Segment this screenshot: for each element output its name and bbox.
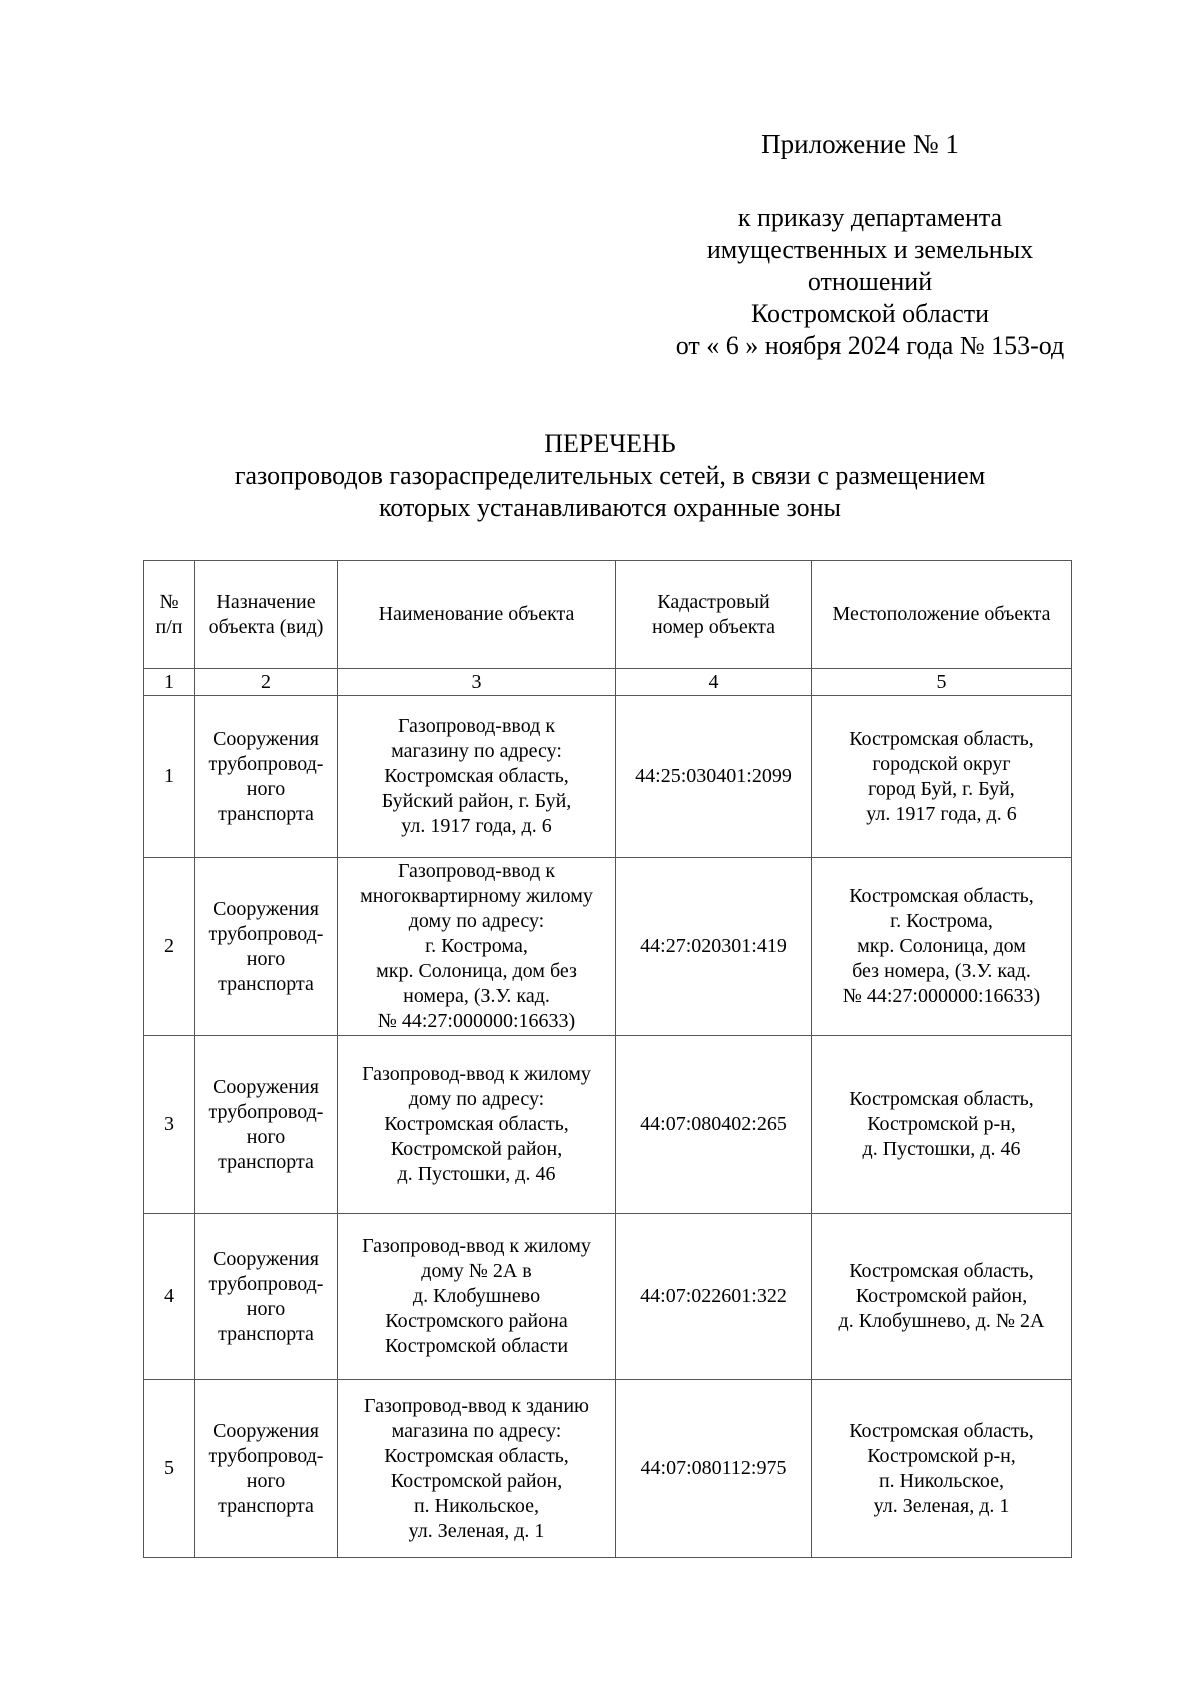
object-name-line: Газопровод-ввод к <box>397 715 556 737</box>
object-purpose-line: ного <box>246 1469 286 1492</box>
object-purpose-line: Сооружения <box>213 897 319 920</box>
header-purpose <box>195 561 338 669</box>
column-number-row <box>144 669 1072 696</box>
header-name <box>338 561 616 669</box>
object-name <box>338 1380 616 1558</box>
row-number: 1 <box>144 696 195 858</box>
object-name <box>338 858 616 1036</box>
object-location-line: д. Пустошки, д. 46 <box>862 1138 1021 1160</box>
object-location-line: без номера, (З.У. кад. <box>852 960 1031 982</box>
object-name-line: Газопровод-ввод к зданию <box>364 1394 589 1417</box>
table-row <box>144 858 1072 1036</box>
object-purpose-line: ного <box>246 1297 286 1320</box>
object-location <box>812 1214 1072 1380</box>
object-purpose-line: транспорта <box>218 1494 314 1517</box>
object-location-line: Костромская область, <box>849 727 1034 750</box>
object-purpose-line: трубопровод- <box>208 752 324 775</box>
object-purpose <box>195 1036 338 1214</box>
table-row <box>144 1214 1072 1380</box>
object-name-line: ул. Зеленая, д. 1 <box>408 1519 545 1542</box>
object-name-line: Костромского района <box>385 1310 568 1332</box>
object-name-line: Газопровод-ввод к жилому <box>362 1063 591 1085</box>
title-heading: ПЕРЕЧЕНЬ <box>544 429 676 458</box>
object-purpose-line: Сооружения <box>213 727 319 750</box>
table-row <box>144 696 1072 858</box>
table-body <box>144 696 1072 1558</box>
title-subtitle-line: газопроводов газораспределительных сетей, в связи с размещением <box>234 461 986 490</box>
header-number <box>144 561 195 669</box>
header-purpose-line: Назначение <box>216 590 316 613</box>
object-name-line: ул. 1917 года, д. 6 <box>401 815 552 837</box>
object-name <box>338 1214 616 1380</box>
object-name-line: Костромская область, <box>384 1444 569 1467</box>
object-name-line: д. Клобушнево <box>412 1285 541 1307</box>
object-name-line: д. Пустошки, д. 46 <box>397 1163 556 1185</box>
column-number: 1 <box>144 669 195 696</box>
order-line: отношений <box>807 267 933 296</box>
cadastral-number: 44:07:080112:975 <box>616 1380 812 1558</box>
object-location-line: Костромская область, <box>849 1419 1034 1442</box>
object-purpose-line: трубопровод- <box>208 1444 324 1467</box>
object-name-line: многоквартирному жилому <box>360 885 593 907</box>
object-location-line: Костромская область, <box>849 1088 1034 1110</box>
header-cadastral <box>616 561 812 669</box>
object-location-line: ул. Зеленая, д. 1 <box>873 1494 1010 1517</box>
order-reference <box>560 202 1180 362</box>
column-number: 4 <box>616 669 812 696</box>
object-purpose-line: ного <box>246 777 286 800</box>
object-purpose-line: транспорта <box>218 1322 314 1345</box>
object-purpose-line: трубопровод- <box>208 1272 324 1295</box>
title-subtitle-line: которых устанавливаются охранные зоны <box>379 493 841 522</box>
order-line: к приказу департамента <box>737 203 1003 232</box>
object-name-line: дому по адресу: <box>408 1088 545 1110</box>
table-row <box>144 1380 1072 1558</box>
header-location <box>812 561 1072 669</box>
header-number-line: п/п <box>155 615 183 638</box>
object-location-line: городской округ <box>872 752 1011 775</box>
object-name-line: Костромская область, <box>384 765 569 787</box>
object-purpose <box>195 1214 338 1380</box>
row-number: 3 <box>144 1036 195 1214</box>
object-purpose-line: трубопровод- <box>208 1100 324 1123</box>
object-name-line: Костромской области <box>384 1335 569 1357</box>
header-cadastral-line: номер объекта <box>651 615 776 638</box>
object-location-line: Костромская область, <box>849 1260 1034 1282</box>
appendix-label: Приложение № 1 <box>761 129 959 159</box>
object-purpose-line: Сооружения <box>213 1419 319 1442</box>
object-location-line: Костромской район, <box>855 1285 1028 1307</box>
object-location-line: г. Кострома, <box>890 910 993 932</box>
object-name-line: дому по адресу: <box>408 910 545 932</box>
header-name-line: Наименование объекта <box>378 603 575 625</box>
object-name-line: номера, (З.У. кад. <box>403 985 550 1007</box>
object-location-line: город Буй, г. Буй, <box>868 777 1015 800</box>
order-line: имущественных и земельных <box>706 235 1034 264</box>
object-purpose <box>195 858 338 1036</box>
object-location-line: д. Клобушнево, д. № 2А <box>838 1310 1045 1332</box>
order-line: Костромской области <box>750 299 990 328</box>
header-location-line: Местоположение объекта <box>832 603 1051 625</box>
object-name-line: г. Кострома, <box>425 935 528 957</box>
header-purpose-line: объекта (вид) <box>208 615 324 638</box>
row-number: 2 <box>144 858 195 1036</box>
object-name-line: магазина по адресу: <box>391 1419 562 1442</box>
object-location-line: п. Никольское, <box>878 1469 1005 1492</box>
object-purpose-line: транспорта <box>218 802 314 825</box>
cadastral-number: 44:07:080402:265 <box>616 1036 812 1214</box>
header-cadastral-line: Кадастровый <box>657 590 770 613</box>
object-purpose-line: Сооружения <box>213 1247 319 1270</box>
object-name-line: п. Никольское, <box>413 1494 540 1517</box>
object-purpose-line: ного <box>246 947 286 970</box>
object-name-line: Костромская область, <box>384 1113 569 1135</box>
cadastral-number: 44:27:020301:419 <box>616 858 812 1036</box>
object-name-line: магазину по адресу: <box>391 740 562 762</box>
object-name-line: Газопровод-ввод к <box>397 860 556 882</box>
object-name <box>338 696 616 858</box>
object-name-line: Костромской район, <box>390 1469 563 1492</box>
object-location-line: ул. 1917 года, д. 6 <box>866 802 1017 825</box>
table-row <box>144 1036 1072 1214</box>
object-name-line: мкр. Солоница, дом без <box>376 960 577 982</box>
object-purpose-line: Сооружения <box>213 1075 319 1098</box>
order-line: от « 6 » ноября 2024 года № 153-од <box>675 331 1065 360</box>
object-location <box>812 858 1072 1036</box>
document-title <box>140 428 1080 524</box>
object-purpose-line: ного <box>246 1125 286 1148</box>
object-location-line: Костромской р-н, <box>867 1444 1016 1467</box>
object-purpose <box>195 1380 338 1558</box>
object-name-line: Буйский район, г. Буй, <box>381 790 572 812</box>
object-name-line: Газопровод-ввод к жилому <box>362 1235 591 1257</box>
column-number: 3 <box>338 669 616 696</box>
object-location-line: Костромской р-н, <box>867 1113 1016 1135</box>
object-location <box>812 1380 1072 1558</box>
object-location-line: Костромская область, <box>849 885 1034 907</box>
object-name-line: Костромской район, <box>390 1138 563 1160</box>
object-purpose-line: транспорта <box>218 1150 314 1173</box>
row-number: 4 <box>144 1214 195 1380</box>
column-number: 5 <box>812 669 1072 696</box>
row-number: 5 <box>144 1380 195 1558</box>
object-location <box>812 696 1072 858</box>
table-header-row <box>144 561 1072 669</box>
object-purpose <box>195 696 338 858</box>
cadastral-number: 44:07:022601:322 <box>616 1214 812 1380</box>
object-name <box>338 1036 616 1214</box>
header-number-line: № <box>159 590 179 613</box>
object-name-line: дому № 2А в <box>421 1260 532 1282</box>
pipelines-table <box>143 560 1072 1558</box>
object-location <box>812 1036 1072 1214</box>
column-number: 2 <box>195 669 338 696</box>
object-purpose-line: трубопровод- <box>208 922 324 945</box>
object-location-line: мкр. Солоница, дом <box>857 935 1026 957</box>
object-purpose-line: транспорта <box>218 972 314 995</box>
cadastral-number: 44:25:030401:2099 <box>616 696 812 858</box>
object-name-line: № 44:27:000000:16633) <box>377 1010 576 1032</box>
object-location-line: № 44:27:000000:16633) <box>842 985 1041 1007</box>
